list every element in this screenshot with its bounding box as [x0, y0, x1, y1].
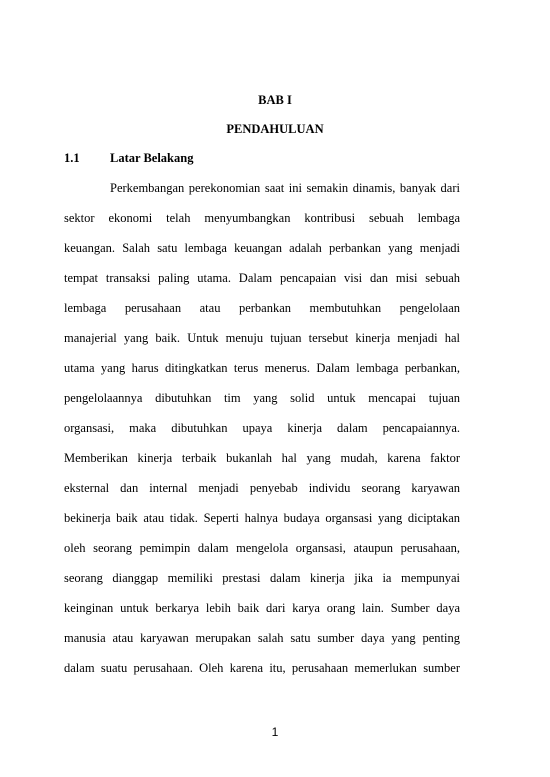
paragraph-line: manusia atau karyawan merupakan salah satu sumber daya yang penting [64, 631, 460, 645]
section-title: Latar Belakang [110, 151, 194, 165]
paragraph-line: dalam suatu perusahaan. Oleh karena itu, perusahaan memerlukan sumber [64, 661, 460, 675]
paragraph-line: eksternal dan internal menjadi penyebab individu seorang karyawan [64, 481, 460, 495]
paragraph-line: keuangan. Salah satu lembaga keuangan adalah perbankan yang menjadi [64, 241, 460, 255]
paragraph-line: utama yang harus ditingkatkan terus menerus. Dalam lembaga perbankan, [64, 361, 460, 375]
paragraph-line: bekinerja baik atau tidak. Seperti halnya budaya organsasi yang diciptakan [64, 511, 460, 525]
paragraph-line: seorang dianggap memiliki prestasi dalam kinerja jika ia mempunyai [64, 571, 460, 585]
paragraph-line: manajerial yang baik. Untuk menuju tujuan tersebut kinerja menjadi hal [64, 331, 460, 345]
section-number: 1.1 [64, 151, 80, 165]
paragraph-line: Perkembangan perekonomian saat ini semakin dinamis, banyak dari [110, 181, 460, 195]
paragraph-line: organsasi, maka dibutuhkan upaya kinerja dalam pencapaiannya. [64, 421, 460, 435]
page-number: 1 [271, 725, 279, 739]
paragraph-line: pengelolaannya dibutuhkan tim yang solid untuk mencapai tujuan [64, 391, 460, 405]
section-heading [64, 150, 193, 166]
paragraph-line: tempat transaksi paling utama. Dalam pencapaian visi dan misi sebuah [64, 271, 460, 285]
paragraph-line: sektor ekonomi telah menyumbangkan kontribusi sebuah lembaga [64, 211, 460, 225]
paragraph-line: keinginan untuk berkarya lebih baik dari karya orang lain. Sumber daya [64, 601, 460, 615]
chapter-heading: BAB I [258, 93, 292, 107]
paragraph-line: Memberikan kinerja terbaik bukanlah hal yang mudah, karena faktor [64, 451, 460, 465]
paragraph-line: lembaga perusahaan atau perbankan membutuhkan pengelolaan [64, 301, 460, 315]
paragraph-line: oleh seorang pemimpin dalam mengelola organsasi, ataupun perusahaan, [64, 541, 460, 555]
chapter-title: PENDAHULUAN [226, 122, 324, 136]
